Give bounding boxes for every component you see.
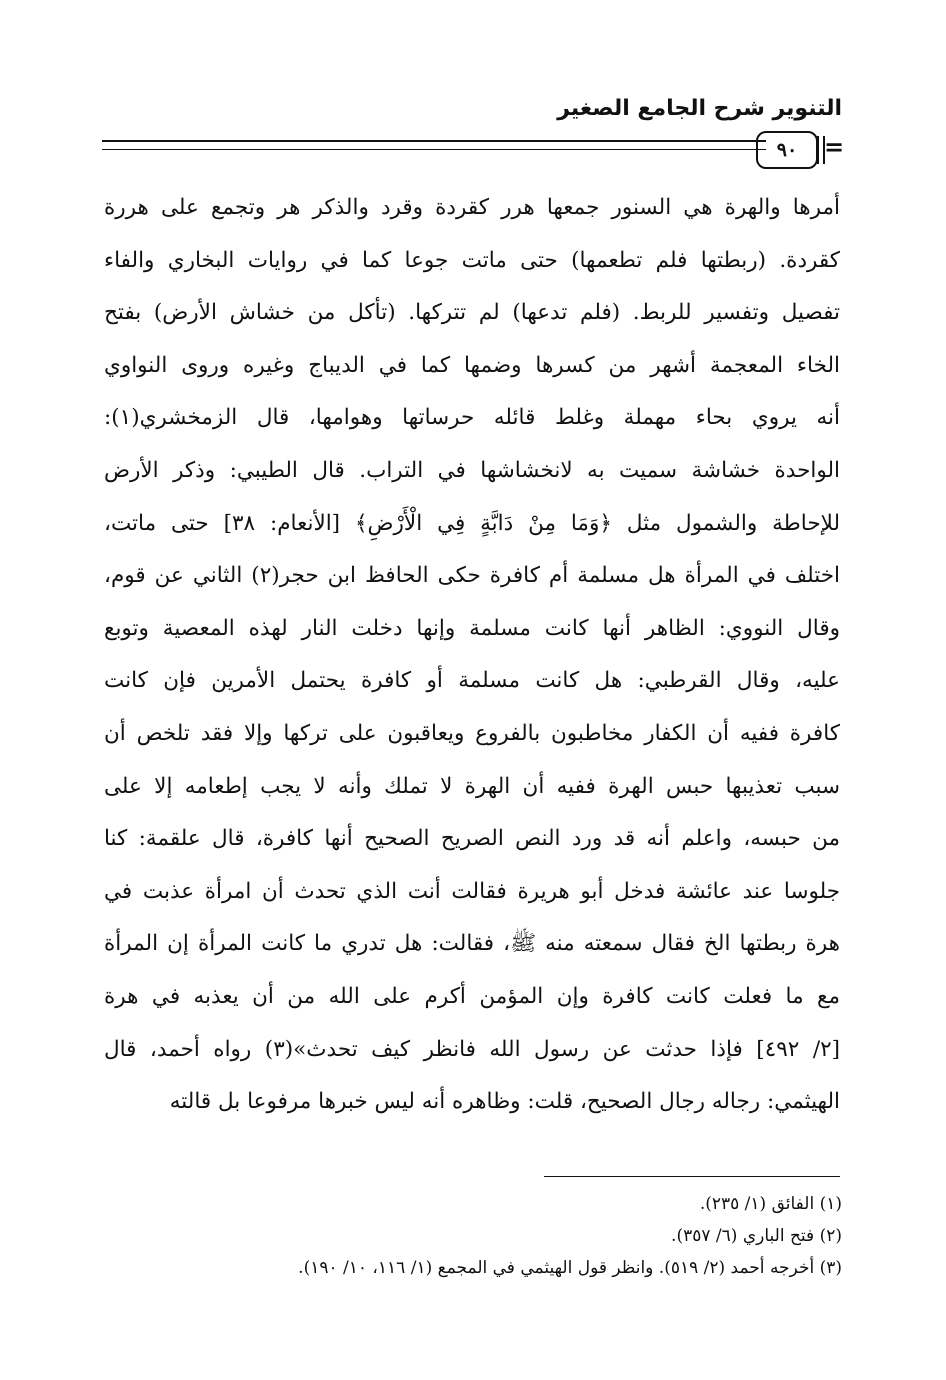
text-line: [٢/ ٤٩٢] فإذا حدثت عن رسول الله فانظر كيف تحدث»(٣) رواه أحمد، قال — [104, 1036, 840, 1062]
text-line: كافرة ففيه أن الكفار مخاطبون بالفروع ويعاقبون على تركها وإلا فقد تلخص أن — [104, 720, 840, 746]
text-line: أنه يروي بحاء مهملة وغلط قائله حرساتها وهوامها، قال الزمخشري(١): — [104, 405, 840, 431]
footnote-item: (١) الفائق (١/ ٢٣٥). — [699, 1194, 842, 1214]
text-line: جلوسا عند عائشة فدخل أبو هريرة فقالت أنت الذي تحدث أن امرأة عذبت في — [104, 878, 840, 904]
text-line: هرة ربطتها الخ فقال سمعته منه ﷺ، فقالت: هل تدري ما كانت المرأة إن المرأة — [104, 931, 840, 957]
text-line: أمرها والهرة هي السنور جمعها هرر كقردة وقرد والذكر هر وتجمع على هررة — [104, 195, 840, 220]
header-decor-mark: = — [824, 132, 845, 161]
footnote-separator — [544, 1176, 840, 1177]
text-line: كقردة. (ربطتها فلم تطعمها) حتى ماتت جوعا كما في روايات البخاري والفاء — [104, 247, 840, 273]
footnotes — [106, 1188, 842, 1284]
text-line: سبب تعذيبها حبس الهرة ففيه أن الهرة لا تملك وأنه لا يجب إطعامه إلا على — [104, 773, 840, 799]
text-line: مع ما فعلت كانت كافرة وإن المؤمن أكرم على الله من أن يعذبه في هرة — [104, 983, 840, 1009]
footnote-item: (٢) فتح الباري (٦/ ٣٥٧). — [671, 1226, 842, 1246]
text-line: الخاء المعجمة أشهر من كسرها وضمها كما في الديباج وغيره وروى النواوي — [104, 352, 840, 378]
footnote-item: (٣) أخرجه أحمد (٢/ ٥١٩). وانظر قول الهيثمي في المجمع (١/ ١١٦، ١٠/ ١٩٠). — [298, 1258, 842, 1278]
page-number-box: ٩٠ — [756, 131, 818, 169]
running-header-title: التنوير شرح الجامع الصغير — [557, 96, 842, 121]
text-line: من حبسه، واعلم أنه قد ورد النص الصريح الصحيح أنها كافرة، قال علقمة: كنا — [104, 826, 840, 852]
text-line: الواحدة خشاشة سميت به لانخشاشها في التراب. قال الطيبي: وذكر الأرض — [104, 457, 840, 483]
main-text-body — [104, 182, 840, 1129]
text-line: تفصيل وتفسير للربط. (فلم تدعها) لم تتركها. (تأكل من خشاش الأرض) بفتح — [104, 300, 840, 326]
text-line: الهيثمي: رجاله رجال الصحيح، قلت: وظاهره أنه ليس خبرها مرفوعا بل قالته — [169, 1089, 840, 1115]
text-line: للإحاطة والشمول مثل ﴿وَمَا مِنْ دَابَّةٍ فِي الْأَرْضِ﴾ [الأنعام: ٣٨] حتى ماتت، — [104, 510, 840, 536]
text-line: اختلف في المرأة هل مسلمة أم كافرة حكى الحافظ ابن حجر(٢) الثاني عن قوم، — [104, 563, 840, 589]
text-line: وقال النووي: الظاهر أنها كانت مسلمة وإنها دخلت النار لهذه المعصية وتوبع — [104, 615, 840, 641]
text-line: عليه، وقال القرطبي: هل كانت مسلمة أو كافرة يحتمل الأمرين فإن كانت — [104, 668, 840, 694]
header-double-rule — [102, 140, 766, 150]
